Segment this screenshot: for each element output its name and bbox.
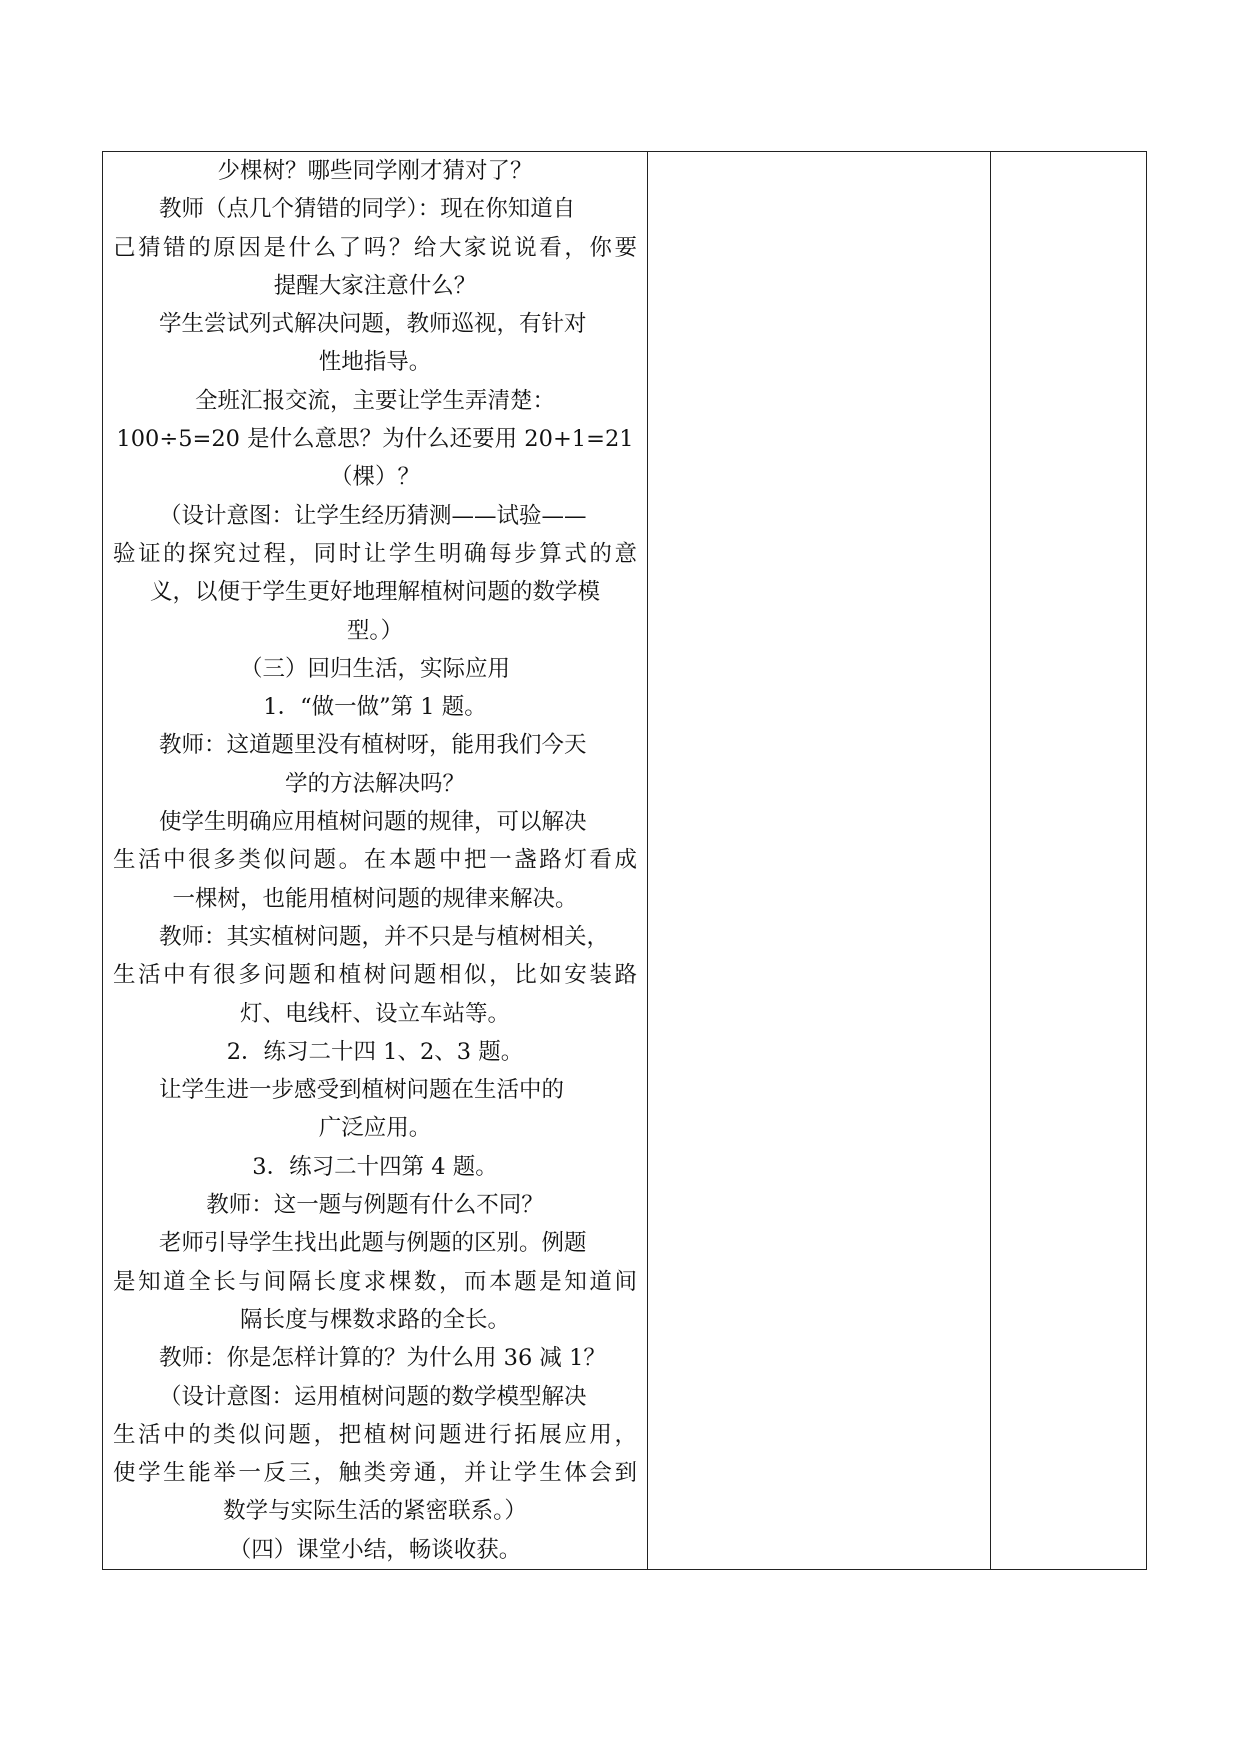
text-line: 少棵树？哪些同学刚才猜对了？ (217, 158, 533, 184)
text-line: 老师引导学生找出此题与例题的区别。例题 (159, 1230, 587, 1257)
text-line: 教师：这道题里没有植树呀，能用我们今天 (159, 732, 587, 759)
lesson-content-cell (103, 152, 648, 1570)
student-activity-cell (648, 152, 991, 1570)
text-line: 100÷5=20 是什么意思？为什么还要用 20+1=21 (116, 426, 634, 453)
text-line: 性地指导。 (318, 349, 432, 376)
text-line: 数学与实际生活的紧密联系。） (223, 1498, 527, 1525)
text-line: 义，以便于学生更好地理解植树问题的数学模 (149, 579, 600, 606)
text-line: 教师（点几个猜错的同学）：现在你知道自 (159, 196, 576, 223)
text-line: 验证的探究过程，同时让学生明确每步算式的意 (113, 540, 637, 567)
text-line: 学生尝试列式解决问题，教师巡视，有针对 (159, 311, 587, 338)
table-row (103, 152, 1147, 1570)
text-line: 3．练习二十四第 4 题。 (252, 1153, 498, 1180)
text-line: 教师：其实植树问题，并不只是与植树相关， (159, 923, 610, 950)
text-line: 一棵树，也能用植树问题的规律来解决。 (172, 885, 578, 912)
text-line: 隔长度与棵数求路的全长。 (239, 1306, 510, 1333)
text-line: 广泛应用。 (318, 1115, 432, 1142)
text-line: 让学生进一步感受到植树问题在生活中的 (159, 1077, 565, 1104)
text-line: 生活中的类似问题，把植树问题进行拓展应用， (113, 1421, 637, 1448)
text-line: 提醒大家注意什么？ (273, 272, 477, 299)
lesson-content (103, 152, 647, 1569)
text-line: （设计意图：运用植树问题的数学模型解决 (159, 1383, 587, 1410)
text-line: 全班汇报交流，主要让学生弄清楚： (194, 387, 555, 414)
section-heading: （四）课堂小结，畅谈收获。 (228, 1536, 522, 1563)
text-line: （设计意图：让学生经历猜测——试验—— (159, 502, 587, 529)
text-line: 灯、电线杆、设立车站等。 (239, 1000, 510, 1027)
notes-cell (991, 152, 1147, 1570)
text-line: 是知道全长与间隔长度求棵数，而本题是知道间 (113, 1268, 637, 1295)
text-line: 型。） (346, 617, 404, 644)
lesson-plan-table (102, 151, 1147, 1570)
text-line: （棵）？ (329, 464, 420, 491)
text-line: 使学生明确应用植树问题的规律，可以解决 (159, 809, 587, 836)
text-line: 己猜错的原因是什么了吗？给大家说说看，你要 (113, 234, 637, 261)
text-line: 学的方法解决吗？ (284, 770, 465, 797)
section-heading: （三）回归生活，实际应用 (239, 655, 510, 682)
text-line: 使学生能举一反三，触类旁通，并让学生体会到 (113, 1460, 637, 1487)
text-line: 2．练习二十四 1、2、3 题。 (226, 1038, 524, 1065)
text-line: 教师：这一题与例题有什么不同？ (206, 1192, 544, 1219)
text-line: 教师：你是怎样计算的？为什么用 36 减 1？ (159, 1345, 606, 1372)
text-line: 1．“做一做”第 1 题。 (263, 694, 487, 721)
text-line: 生活中有很多问题和植树问题相似，比如安装路 (113, 962, 637, 989)
text-line: 生活中很多类似问题。在本题中把一盏路灯看成 (113, 847, 637, 874)
